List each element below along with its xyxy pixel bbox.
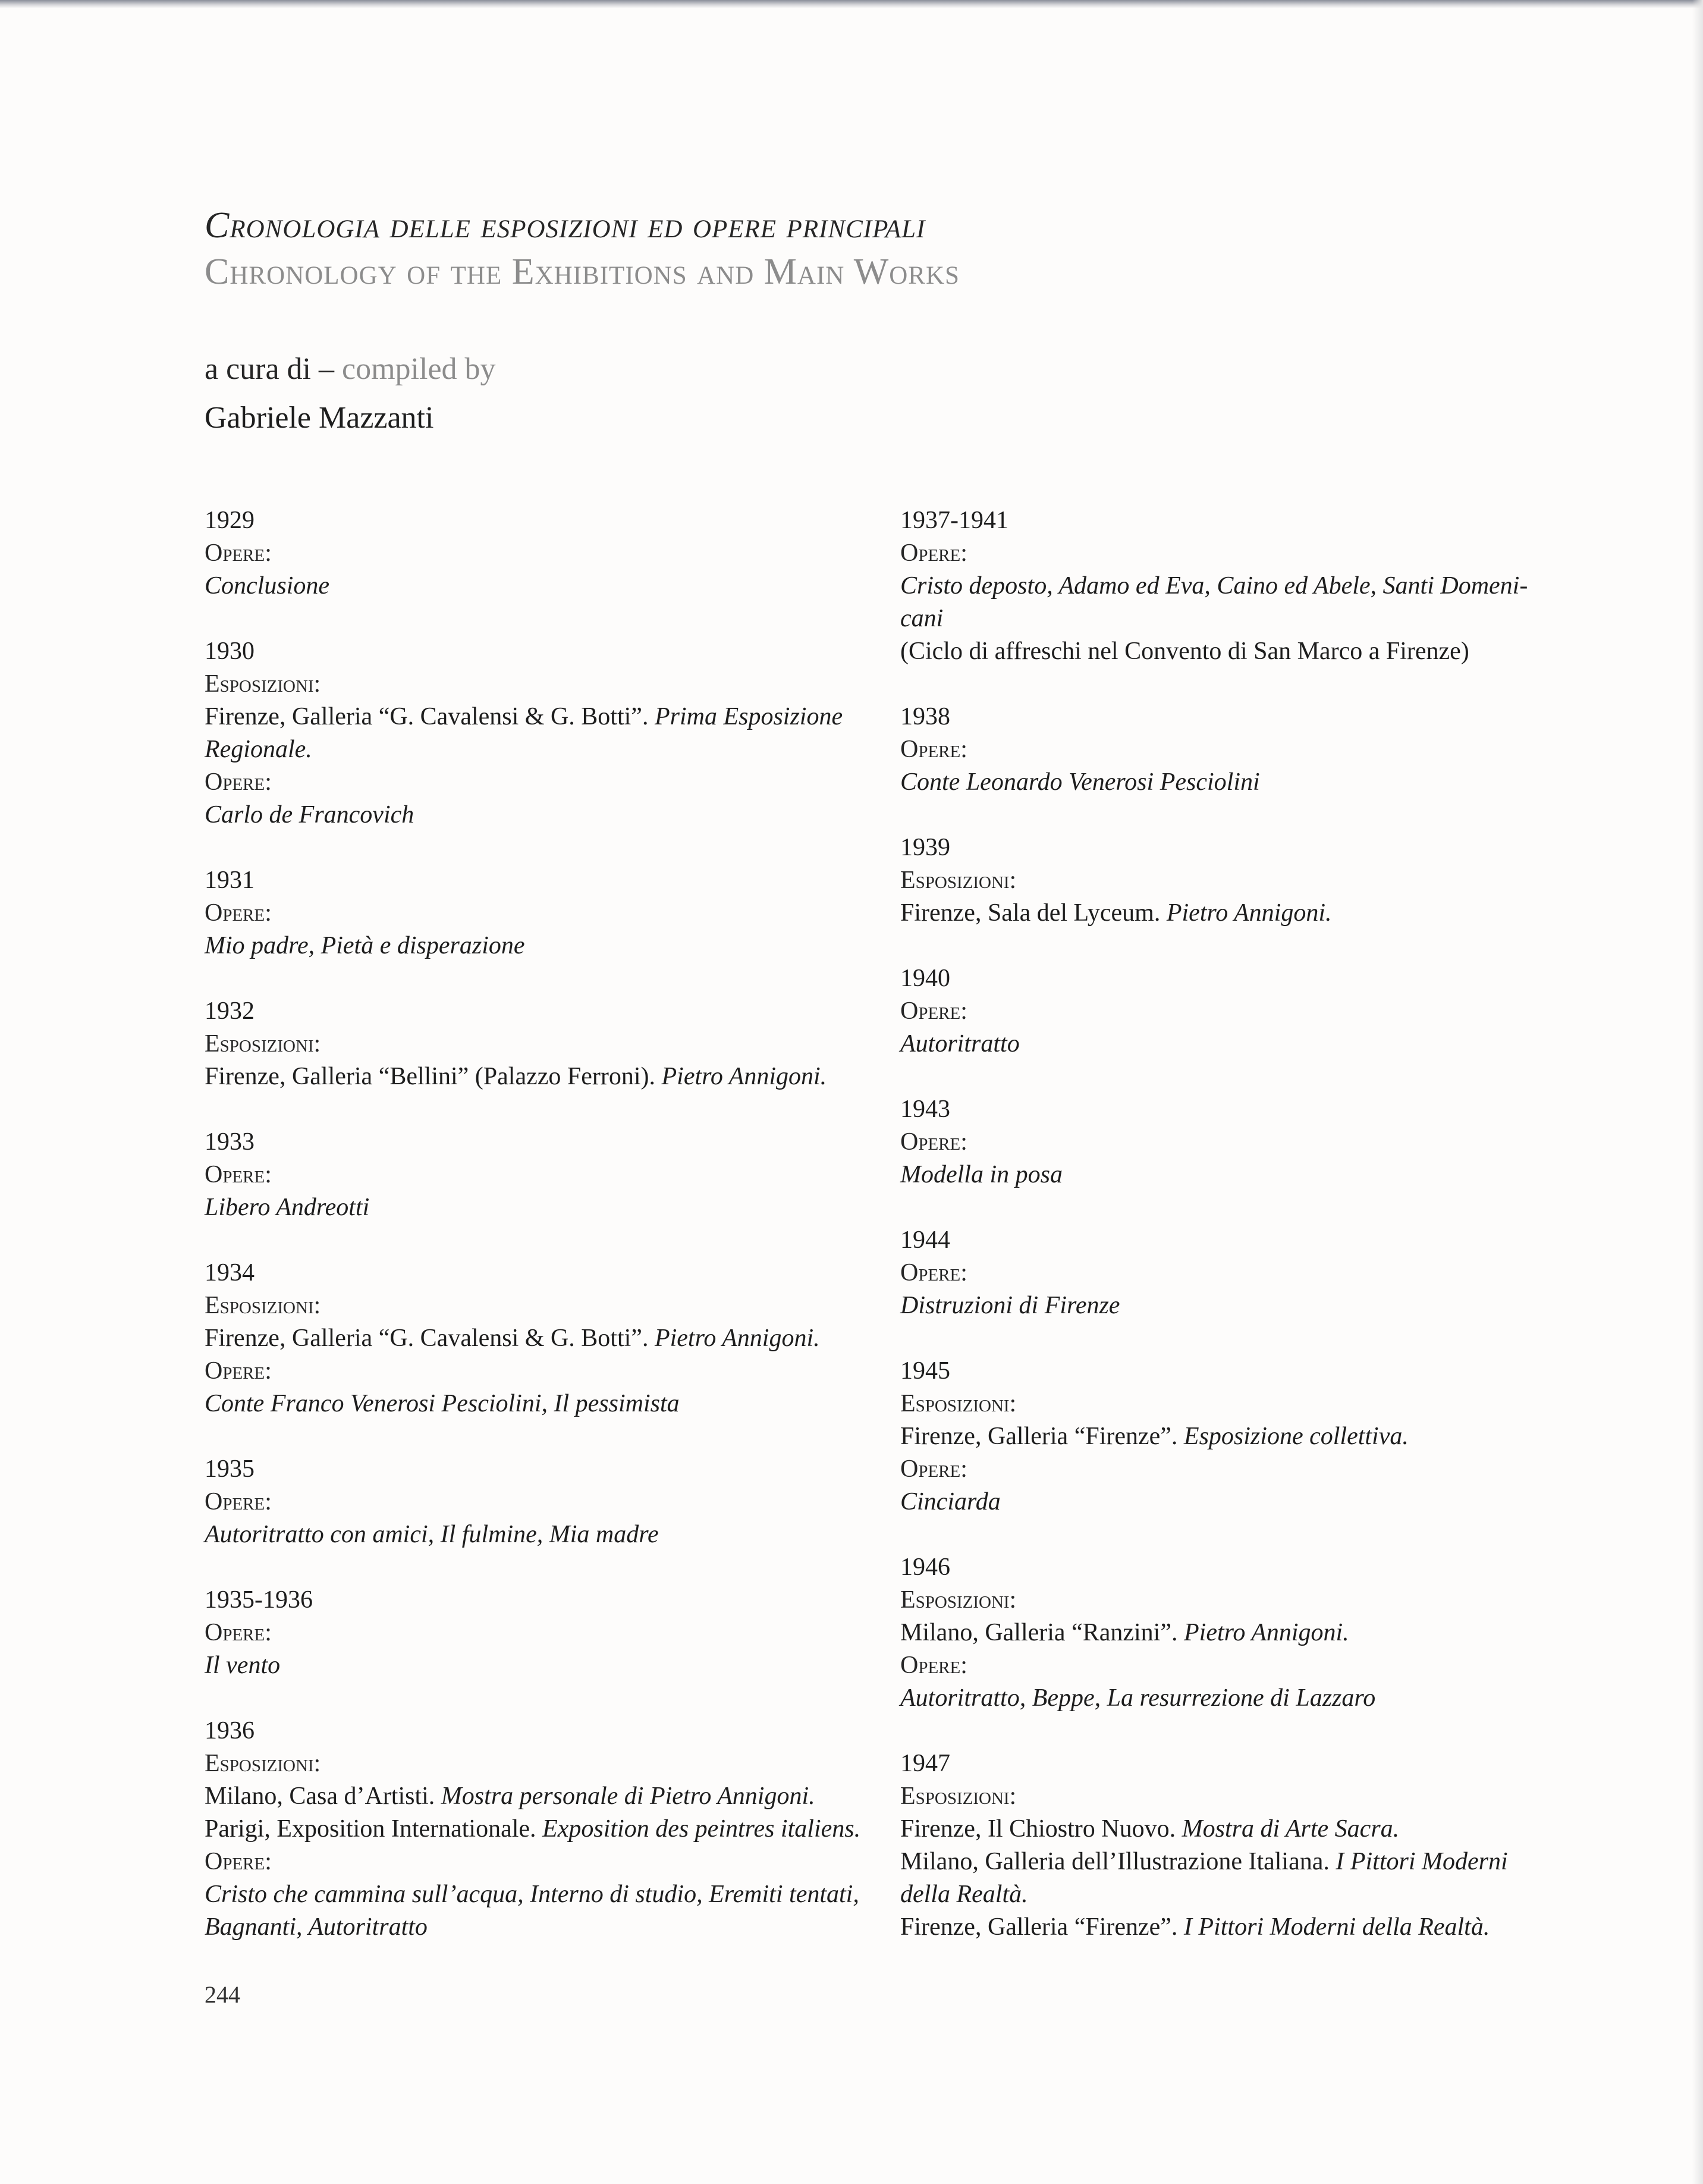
page-title bbox=[205, 202, 960, 295]
entry-line bbox=[900, 1846, 1566, 1878]
entry-line bbox=[205, 1911, 871, 1944]
chronology-entry bbox=[205, 1453, 871, 1551]
text-segment: I Pittori Moderni della Realtà. bbox=[1183, 1913, 1490, 1941]
chronology-entry bbox=[205, 504, 871, 603]
text-segment: Pietro Annigoni. bbox=[654, 1325, 820, 1352]
entry-line bbox=[900, 1486, 1566, 1518]
text-segment: Milano, Galleria dell’Illustrazione Italiana. bbox=[900, 1848, 1336, 1875]
category-label: Opere: bbox=[205, 1848, 272, 1875]
entry-year: 1932 bbox=[205, 997, 254, 1025]
chronology-entry bbox=[900, 504, 1566, 668]
chronology-entry bbox=[900, 831, 1566, 930]
chronology-entry bbox=[900, 1224, 1566, 1322]
entry-line bbox=[900, 1028, 1566, 1060]
category-label: Opere: bbox=[205, 539, 272, 567]
entry-line bbox=[900, 1159, 1566, 1191]
entry-year: 1934 bbox=[205, 1259, 254, 1286]
text-segment: Autoritratto con amici, Il fulmine, Mia madre bbox=[205, 1521, 659, 1548]
category-label: Esposizioni: bbox=[900, 1586, 1017, 1614]
entry-year: 1937-1941 bbox=[900, 507, 1008, 534]
category-label: Opere: bbox=[900, 1652, 967, 1679]
category-label: Esposizioni: bbox=[205, 1292, 321, 1319]
text-segment: Autoritratto, Beppe, La resurrezione di Lazzaro bbox=[900, 1684, 1376, 1712]
entry-year: 1930 bbox=[205, 638, 254, 665]
entry-line bbox=[205, 1060, 871, 1093]
chronology-entry bbox=[900, 1355, 1566, 1518]
text-segment: Mostra personale di Pietro Annigoni. bbox=[441, 1783, 815, 1810]
chronology-left-column bbox=[205, 504, 871, 1976]
chronology-right-column bbox=[900, 504, 1566, 1976]
author-name: Gabriele Mazzanti bbox=[205, 401, 434, 435]
category-label: Opere: bbox=[205, 1488, 272, 1515]
entry-line bbox=[900, 570, 1566, 603]
text-segment: Carlo de Francovich bbox=[205, 801, 414, 829]
entry-line bbox=[205, 1388, 871, 1420]
chronology-entry bbox=[205, 1584, 871, 1682]
entry-line bbox=[205, 930, 871, 962]
category-label: Opere: bbox=[205, 768, 272, 796]
text-segment: Regionale. bbox=[205, 736, 312, 763]
text-segment: della Realtà. bbox=[900, 1881, 1028, 1908]
text-segment: Milano, Casa d’Artisti. bbox=[205, 1783, 441, 1810]
category-label: Opere: bbox=[205, 1357, 272, 1385]
entry-line bbox=[900, 1617, 1566, 1649]
entry-year: 1935 bbox=[205, 1455, 254, 1483]
entry-year: 1947 bbox=[900, 1750, 950, 1777]
chronology-entry bbox=[205, 1715, 871, 1944]
entry-line bbox=[900, 1813, 1566, 1846]
category-label: Esposizioni: bbox=[900, 1390, 1017, 1417]
credit-line bbox=[205, 345, 496, 394]
entry-year: 1944 bbox=[900, 1226, 950, 1254]
text-segment: Exposition des peintres italiens. bbox=[542, 1815, 861, 1843]
text-segment: (Ciclo di affreschi nel Convento di San Marco a Firenze) bbox=[900, 638, 1469, 665]
chronology-entry bbox=[205, 1126, 871, 1224]
entry-line bbox=[900, 635, 1566, 668]
category-label: Esposizioni: bbox=[900, 867, 1017, 894]
text-segment: cani bbox=[900, 605, 944, 632]
entry-year: 1943 bbox=[900, 1096, 950, 1123]
entry-line bbox=[205, 1649, 871, 1682]
chronology-entry bbox=[900, 1551, 1566, 1715]
entry-year: 1939 bbox=[900, 834, 950, 861]
text-segment: Mio padre, Pietà e disperazione bbox=[205, 932, 525, 959]
text-segment: Firenze, Galleria “Firenze”. bbox=[900, 1423, 1184, 1450]
chronology-entry bbox=[900, 1093, 1566, 1191]
text-segment: Mostra di Arte Sacra. bbox=[1182, 1815, 1400, 1843]
text-segment: Firenze, Galleria “G. Cavalensi & G. Botti”. bbox=[205, 703, 655, 730]
text-segment: Firenze, Galleria “Bellini” (Palazzo Ferroni). bbox=[205, 1063, 662, 1090]
text-segment: Pietro Annigoni. bbox=[1166, 899, 1332, 927]
chronology-entry bbox=[205, 1257, 871, 1420]
text-segment: Cinciarda bbox=[900, 1488, 1001, 1515]
category-label: Opere: bbox=[900, 1128, 967, 1156]
text-segment: Firenze, Galleria “G. Cavalensi & G. Botti”. bbox=[205, 1325, 655, 1352]
text-segment: Milano, Galleria “Ranzini”. bbox=[900, 1619, 1184, 1646]
category-label: Opere: bbox=[900, 736, 967, 763]
entry-year: 1946 bbox=[900, 1554, 950, 1581]
text-segment: Conte Franco Venerosi Pesciolini, Il pessimista bbox=[205, 1390, 680, 1417]
category-label: Opere: bbox=[900, 1455, 967, 1483]
text-segment: Conte Leonardo Venerosi Pesciolini bbox=[900, 768, 1260, 796]
category-label: Opere: bbox=[900, 1259, 967, 1286]
category-label: Esposizioni: bbox=[205, 1750, 321, 1777]
entry-year: 1929 bbox=[205, 507, 254, 534]
entry-line bbox=[900, 1289, 1566, 1322]
category-label: Opere: bbox=[205, 1619, 272, 1646]
entry-line bbox=[205, 701, 871, 733]
text-segment: Bagnanti, Autoritratto bbox=[205, 1913, 428, 1941]
entry-line bbox=[205, 733, 871, 766]
text-segment: Firenze, Sala del Lyceum. bbox=[900, 899, 1167, 927]
text-segment: Autoritratto bbox=[900, 1030, 1020, 1058]
entry-year: 1935-1936 bbox=[205, 1586, 313, 1614]
text-segment: I Pittori Moderni bbox=[1336, 1848, 1508, 1875]
entry-year: 1938 bbox=[900, 703, 950, 730]
text-segment: Modella in posa bbox=[900, 1161, 1063, 1188]
entry-line bbox=[900, 1878, 1566, 1911]
text-segment: Firenze, Galleria “Firenze”. bbox=[900, 1913, 1184, 1941]
text-segment: Prima Esposizione bbox=[654, 703, 843, 730]
entry-line bbox=[205, 1518, 871, 1551]
page-right-edge bbox=[1692, 0, 1703, 2184]
entry-line bbox=[900, 603, 1566, 635]
entry-line bbox=[205, 1780, 871, 1813]
entry-year: 1945 bbox=[900, 1357, 950, 1385]
category-label: Esposizioni: bbox=[205, 1030, 321, 1058]
entry-line bbox=[205, 1878, 871, 1911]
chronology-entry bbox=[205, 995, 871, 1093]
category-label: Opere: bbox=[205, 899, 272, 927]
category-label: Esposizioni: bbox=[205, 670, 321, 698]
entry-year: 1936 bbox=[205, 1717, 254, 1744]
text-segment: Pietro Annigoni. bbox=[661, 1063, 827, 1090]
chronology-entry bbox=[900, 1747, 1566, 1944]
entry-line bbox=[900, 1682, 1566, 1715]
entry-line bbox=[900, 1420, 1566, 1453]
entry-line bbox=[900, 766, 1566, 799]
text-segment: Pietro Annigoni. bbox=[1184, 1619, 1349, 1646]
text-segment: Conclusione bbox=[205, 572, 329, 600]
entry-year: 1940 bbox=[900, 965, 950, 992]
credit-block bbox=[205, 345, 496, 443]
entry-year: 1931 bbox=[205, 867, 254, 894]
page-top-edge bbox=[0, 0, 1703, 8]
category-label: Opere: bbox=[900, 997, 967, 1025]
entry-line bbox=[900, 897, 1566, 930]
text-segment: Cristo deposto, Adamo ed Eva, Caino ed Abele, Santi Domeni- bbox=[900, 572, 1528, 600]
chronology-entry bbox=[205, 864, 871, 962]
page-number: 244 bbox=[205, 1981, 240, 2008]
entry-line bbox=[205, 1322, 871, 1355]
text-segment: Distruzioni di Firenze bbox=[900, 1292, 1120, 1319]
category-label: Opere: bbox=[205, 1161, 272, 1188]
category-label: Esposizioni: bbox=[900, 1783, 1017, 1810]
entry-line bbox=[205, 799, 871, 831]
entry-line bbox=[900, 1911, 1566, 1944]
text-segment: Firenze, Il Chiostro Nuovo. bbox=[900, 1815, 1182, 1843]
entry-line bbox=[205, 570, 871, 603]
credit-italian: a cura di – bbox=[205, 352, 335, 386]
entry-year: 1933 bbox=[205, 1128, 254, 1156]
title-italian: Cronologia delle esposizioni ed opere principali bbox=[205, 205, 926, 246]
text-segment: Esposizione collettiva. bbox=[1183, 1423, 1409, 1450]
text-segment: Cristo che cammina sull’acqua, Interno di studio, Eremiti tentati, bbox=[205, 1881, 859, 1908]
category-label: Opere: bbox=[900, 539, 967, 567]
text-segment: Il vento bbox=[205, 1652, 281, 1679]
chronology-entry bbox=[900, 962, 1566, 1060]
text-segment: Parigi, Exposition Internationale. bbox=[205, 1815, 543, 1843]
entry-line bbox=[205, 1813, 871, 1846]
chronology-entry bbox=[205, 635, 871, 831]
entry-line bbox=[205, 1191, 871, 1224]
text-segment: Libero Andreotti bbox=[205, 1194, 370, 1221]
chronology-entry bbox=[900, 701, 1566, 799]
title-english: Chronology of the Exhibitions and Main Works bbox=[205, 252, 960, 292]
credit-english: compiled by bbox=[342, 352, 496, 386]
